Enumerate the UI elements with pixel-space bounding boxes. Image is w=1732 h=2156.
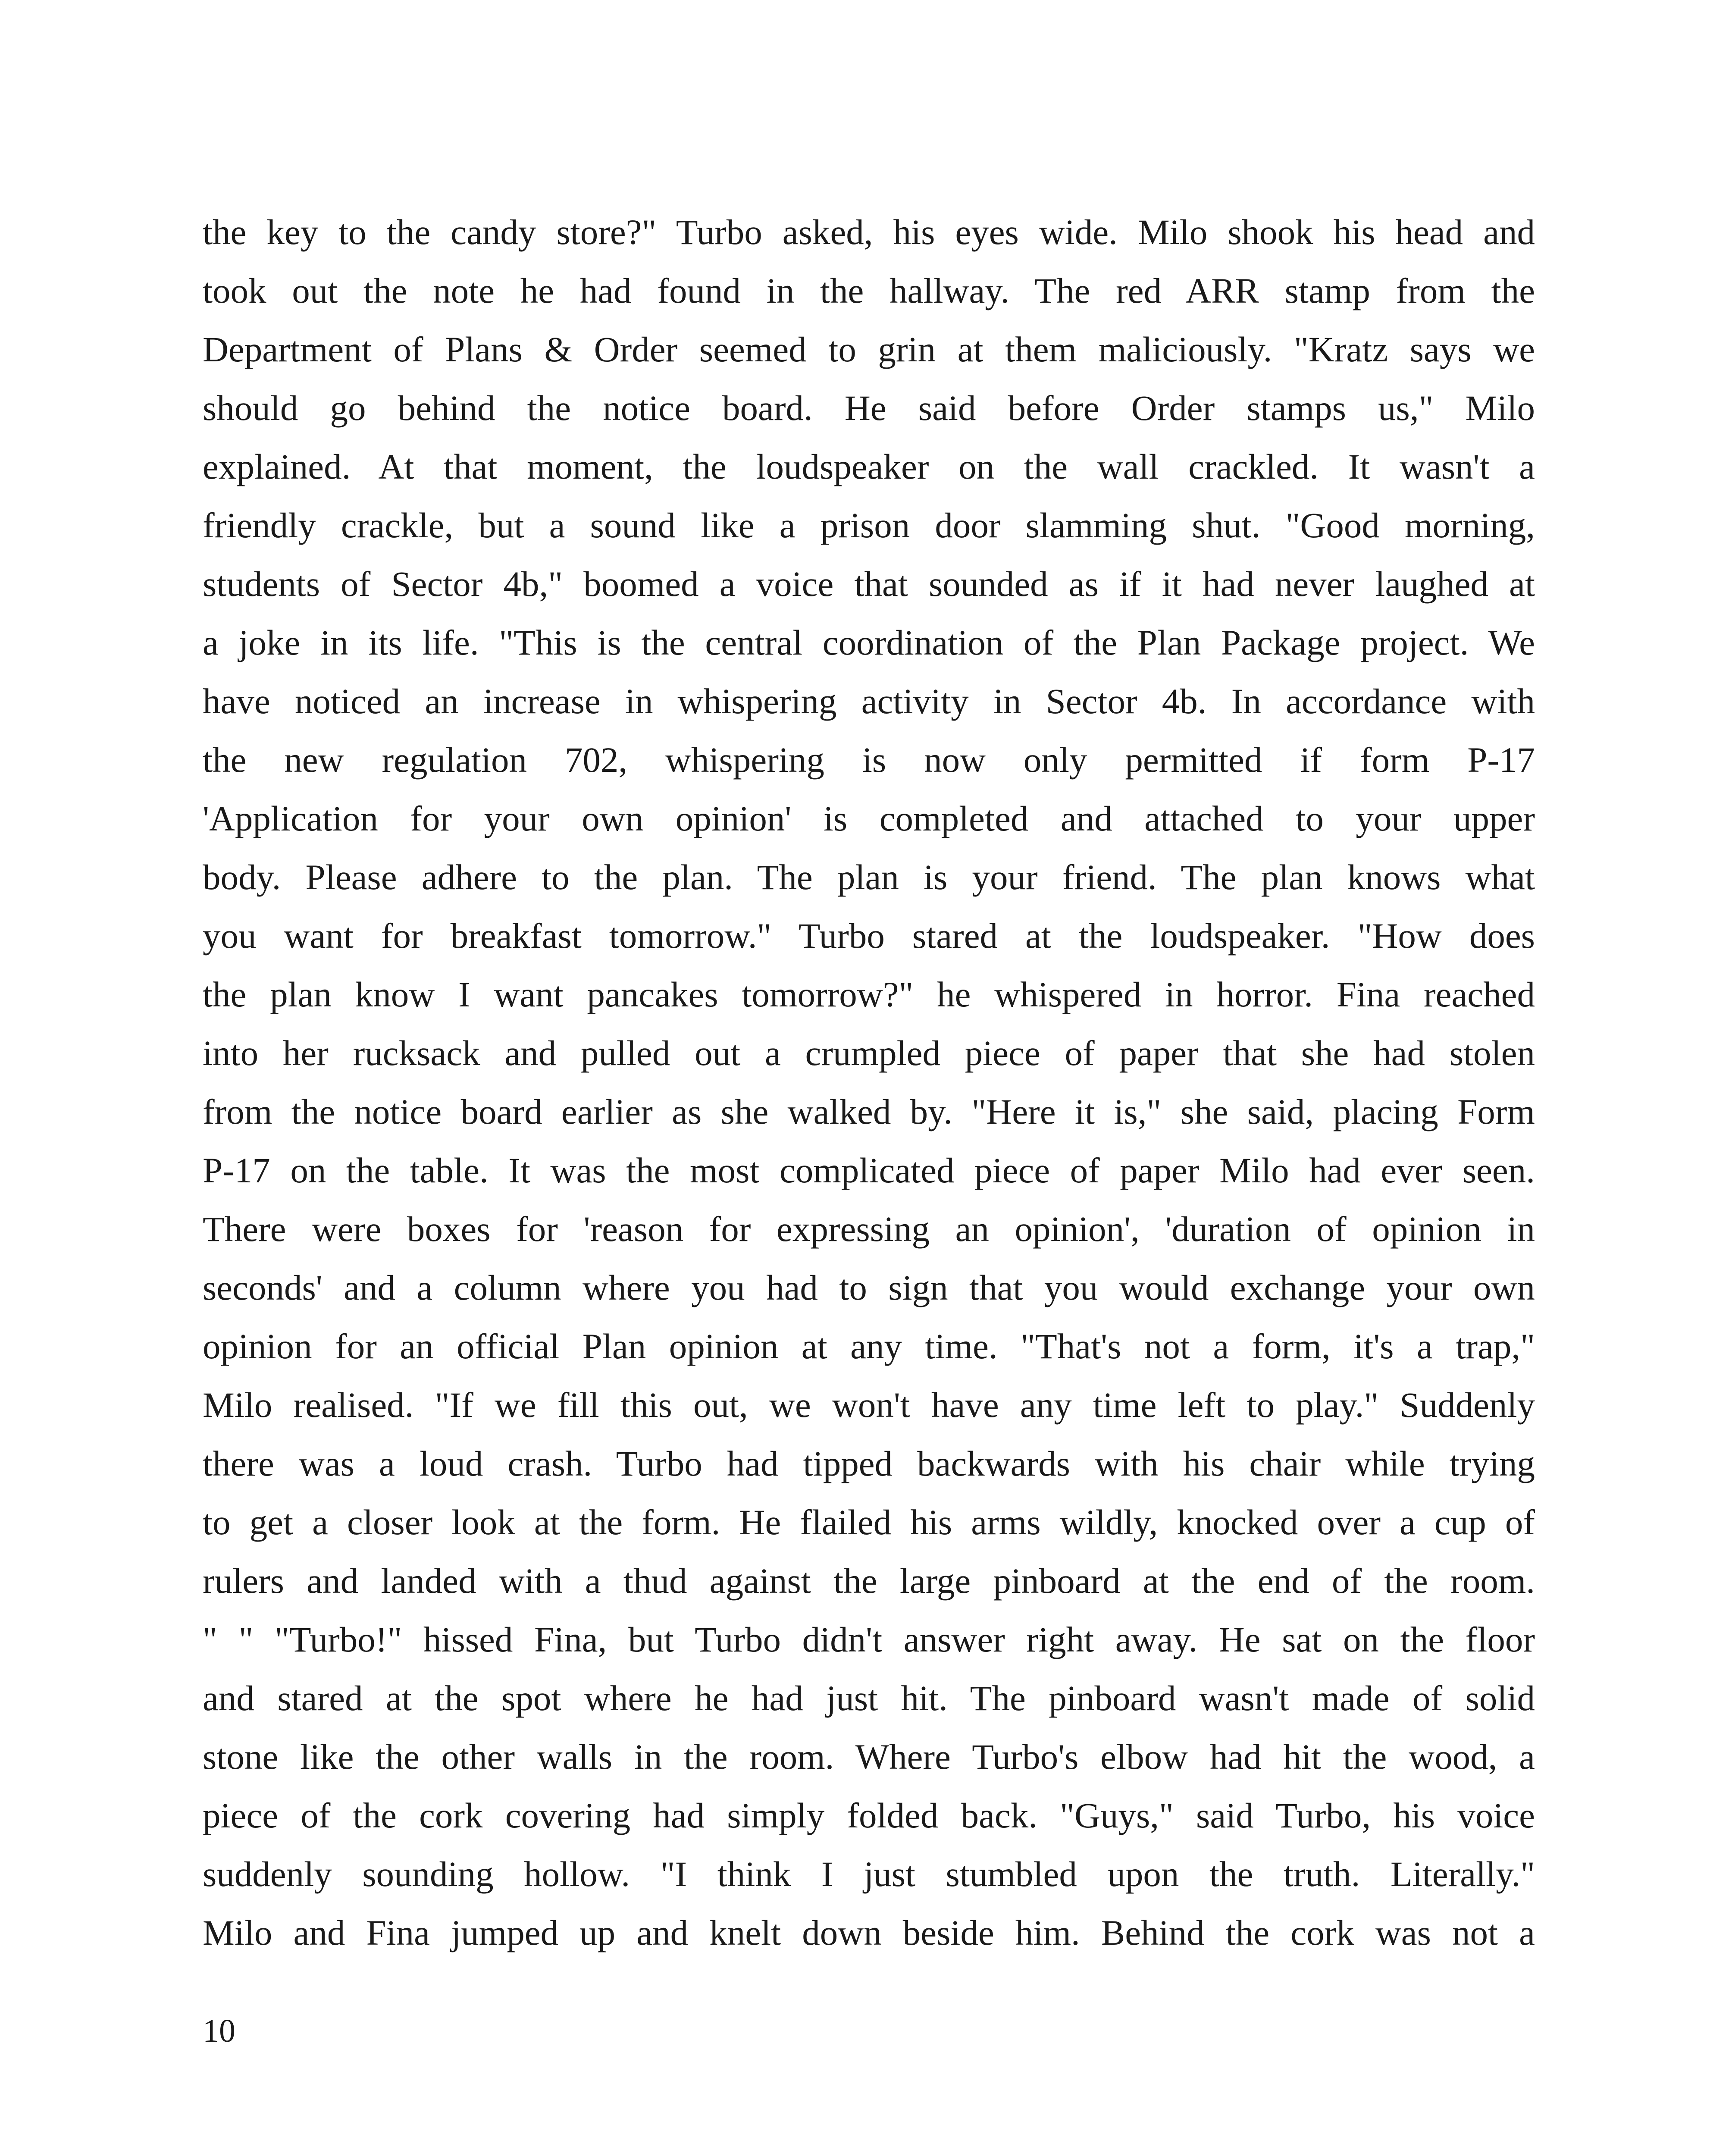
text-line: friendly crackle, but a sound like a prison door slamming shut. "Good morning, [203, 505, 1535, 545]
text-line: there was a loud crash. Turbo had tipped backwards with his chair while trying [203, 1444, 1535, 1483]
text-line: stone like the other walls in the room. Where Turbo's elbow had hit the wood, a [203, 1737, 1535, 1777]
text-line: you want for breakfast tomorrow." Turbo stared at the loudspeaker. "How does [203, 916, 1535, 956]
text-line: students of Sector 4b," boomed a voice that sounded as if it had never laughed at [203, 564, 1535, 604]
text-line: body. Please adhere to the plan. The plan is your friend. The plan knows what [203, 857, 1535, 897]
text-line: into her rucksack and pulled out a crumpled piece of paper that she had stolen [203, 1033, 1535, 1073]
text-line: Department of Plans & Order seemed to grin at them maliciously. "Kratz says we [203, 329, 1535, 369]
text-line: " " "Turbo!" hissed Fina, but Turbo didn't answer right away. He sat on the floor [203, 1620, 1535, 1659]
text-line: Milo and Fina jumped up and knelt down beside him. Behind the cork was not a [203, 1913, 1535, 1952]
text-line: the key to the candy store?" Turbo asked, his eyes wide. Milo shook his head and [203, 212, 1535, 252]
text-line: Milo realised. "If we fill this out, we won't have any time left to play." Suddenly [203, 1385, 1535, 1425]
text-line: should go behind the notice board. He said before Order stamps us," Milo [203, 388, 1535, 428]
text-line: seconds' and a column where you had to sign that you would exchange your own [203, 1268, 1535, 1307]
text-line: from the notice board earlier as she walked by. "Here it is," she said, placing Form [203, 1092, 1535, 1131]
text-line: the plan know I want pancakes tomorrow?" he whispered in horror. Fina reached [203, 975, 1535, 1014]
text-line: and stared at the spot where he had just hit. The pinboard wasn't made of solid [203, 1678, 1535, 1718]
text-line: opinion for an official Plan opinion at any time. "That's not a form, it's a trap," [203, 1326, 1535, 1366]
text-line: P-17 on the table. It was the most complicated piece of paper Milo had ever seen. [203, 1150, 1535, 1190]
page-number: 10 [203, 2013, 235, 2049]
text-line: explained. At that moment, the loudspeaker on the wall crackled. It wasn't a [203, 447, 1535, 486]
text-line: 'Application for your own opinion' is completed and attached to your upper [203, 799, 1535, 838]
text-line: rulers and landed with a thud against the large pinboard at the end of the room. [203, 1561, 1535, 1601]
text-line: took out the note he had found in the hallway. The red ARR stamp from the [203, 271, 1535, 310]
text-line: have noticed an increase in whispering activity in Sector 4b. In accordance with [203, 681, 1535, 721]
text-line: a joke in its life. "This is the central coordination of the Plan Package project. We [203, 623, 1535, 662]
text-line: suddenly sounding hollow. "I think I just stumbled upon the truth. Literally." [203, 1854, 1535, 1894]
body-text [203, 203, 1535, 1962]
text-line: piece of the cork covering had simply folded back. "Guys," said Turbo, his voice [203, 1796, 1535, 1835]
text-line: to get a closer look at the form. He flailed his arms wildly, knocked over a cup of [203, 1502, 1535, 1542]
text-line: the new regulation 702, whispering is now only permitted if form P-17 [203, 740, 1535, 780]
text-line: There were boxes for 'reason for expressing an opinion', 'duration of opinion in [203, 1209, 1535, 1249]
